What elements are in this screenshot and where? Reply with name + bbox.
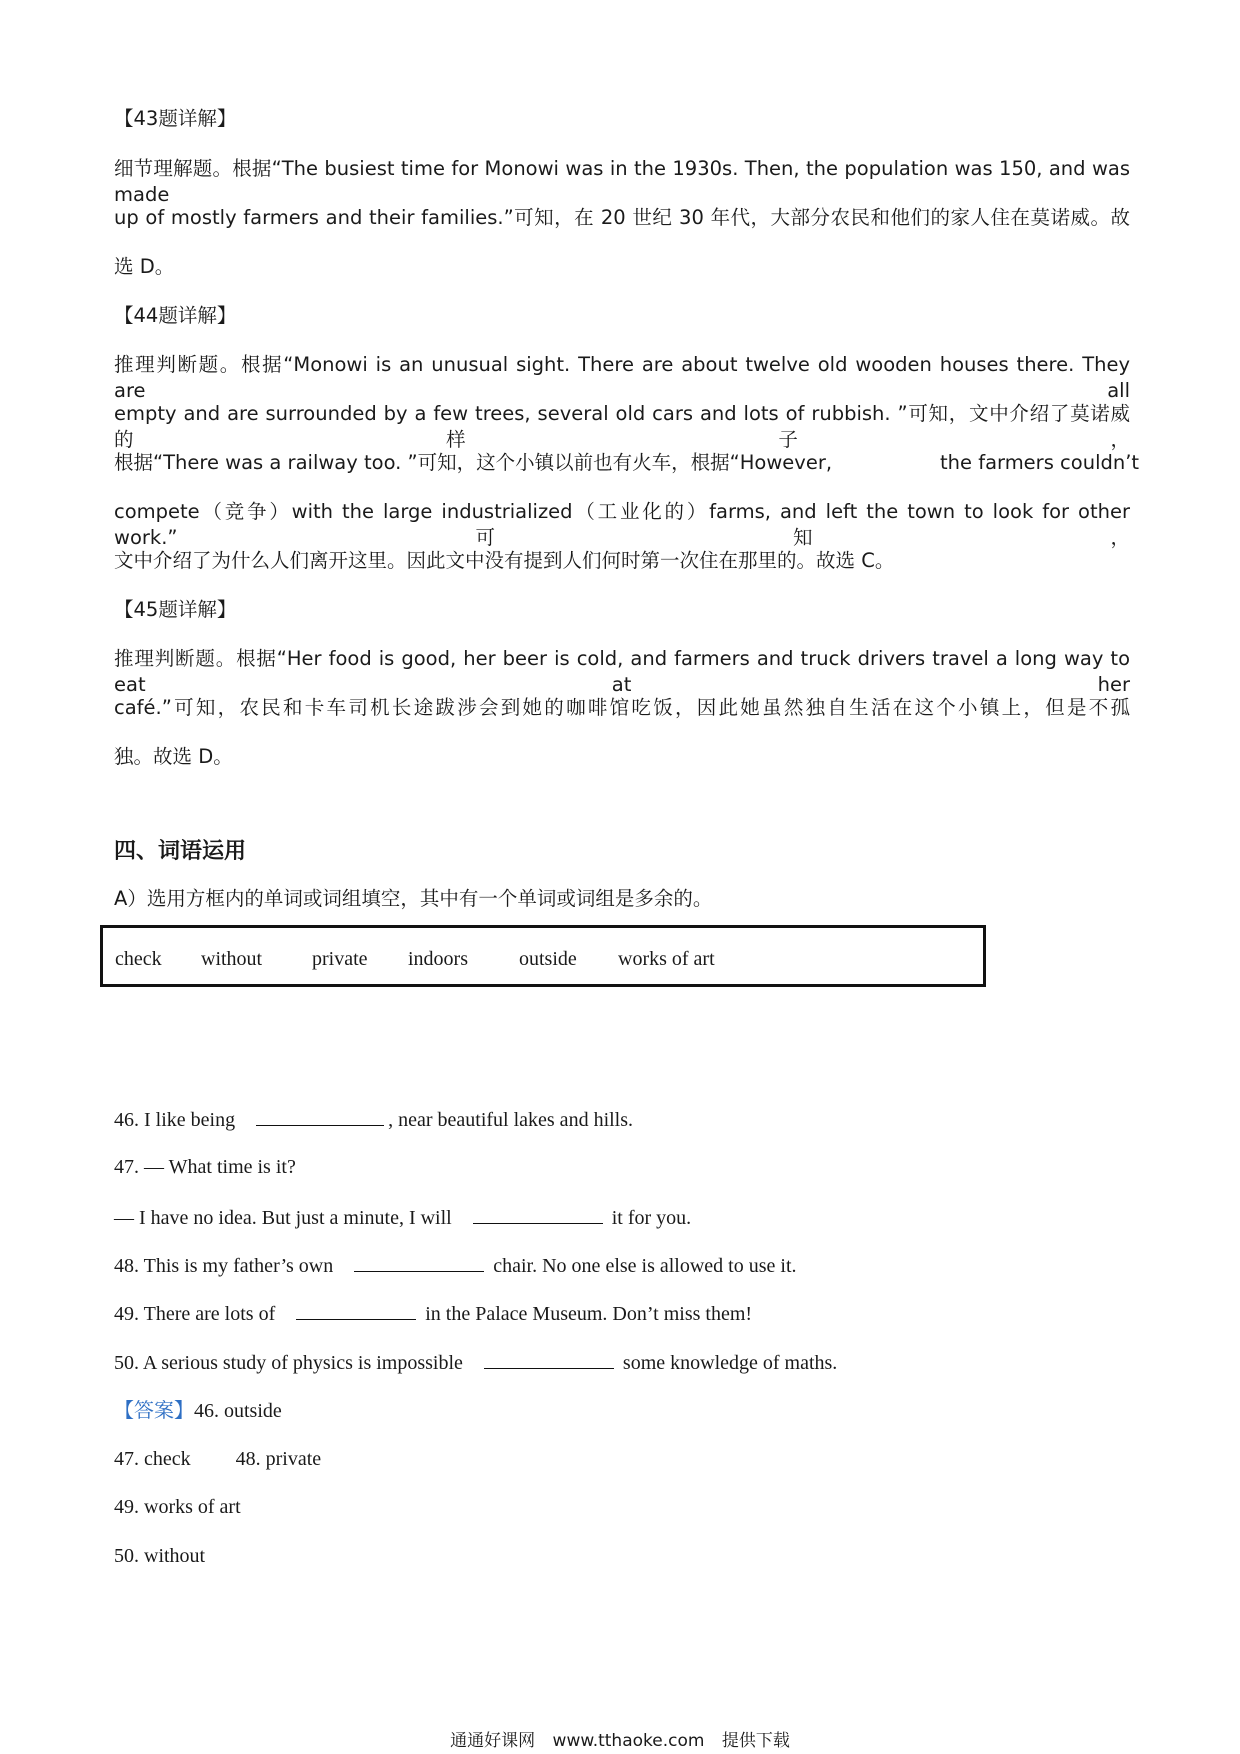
q43-line-3: 选 D。 [114, 255, 175, 278]
answer-line-2 [114, 1446, 321, 1472]
section-title: 四、词语运用 [114, 838, 247, 864]
q44-line-4: compete（竞争）with the large industrialized（工业化的）farms, and left the town to look for other work.”可知， [114, 500, 1130, 549]
question-47-reply [114, 1203, 691, 1231]
q44-line-2: empty and are surrounded by a few trees, several old cars and lots of rubbish. ”可知，文中介绍了莫诺威的样子， [114, 402, 1130, 451]
q45-line-2: café.”可知，农民和卡车司机长途跋涉会到她的咖啡馆吃饭，因此她虽然独自生活在这个小镇上，但是不孤 [114, 696, 1130, 719]
question-50-text-a: 50. A serious study of physics is impossible [114, 1352, 463, 1374]
question-46-text-b: , near beautiful lakes and hills. [388, 1109, 634, 1131]
word-box-item: outside [519, 948, 577, 970]
question-48 [114, 1251, 797, 1279]
page-footer [0, 1726, 1240, 1751]
q43-line-2: up of mostly farmers and their families.”可知，在 20 世纪 30 年代，大部分农民和他们的家人住在莫诺威。故 [114, 206, 1130, 229]
question-49-text-a: 49. There are lots of [114, 1303, 276, 1325]
footer-note: 提供下载 [721, 1731, 790, 1751]
answer-blank[interactable] [484, 1348, 614, 1369]
footer-url[interactable]: www.tthaoke.com [552, 1731, 705, 1751]
answer-48: 48. private [235, 1448, 322, 1470]
footer-site-name: 通通好课网 [450, 1731, 536, 1751]
question-47-reply-text-b: it for you. [611, 1207, 692, 1229]
q44-header: 【44题详解】 [114, 304, 237, 327]
answer-blank[interactable] [256, 1105, 384, 1126]
q45-line-1: 推理判断题。根据“Her food is good, her beer is cold, and farmers and truck drivers travel a long way to eat at her [114, 647, 1130, 696]
q43-header: 【43题详解】 [114, 107, 237, 130]
word-box-item: private [312, 948, 368, 970]
question-47-reply-text-a: — I have no idea. But just a minute, I will [114, 1207, 452, 1229]
answer-blank[interactable] [296, 1299, 416, 1320]
answer-blank[interactable] [354, 1251, 484, 1272]
answer-label: 【答案】 [114, 1398, 194, 1422]
section-instruction: A）选用方框内的单词或词组填空，其中有一个单词或词组是多余的。 [114, 887, 713, 910]
q44-line-3a: 根据“There was a railway too. ”可知，这个小镇以前也有火车，根据“However, [114, 451, 833, 474]
q44-line-5: 文中介绍了为什么人们离开这里。因此文中没有提到人们何时第一次住在那里的。故选 C。 [114, 549, 895, 572]
question-49-text-b: in the Palace Museum. Don’t miss them! [425, 1303, 753, 1325]
word-box-item: indoors [408, 948, 468, 970]
answer-blank[interactable] [473, 1203, 603, 1224]
q44-line-3b: the farmers couldn’t [940, 451, 1140, 474]
q43-line-1: 细节理解题。根据“The busiest time for Monowi was in the 1930s. Then, the population was 150, and was made [114, 157, 1130, 206]
q45-header: 【45题详解】 [114, 598, 237, 621]
word-box-item: works of art [618, 948, 715, 970]
answer-49: 49. works of art [114, 1496, 241, 1518]
answer-line-1 [114, 1397, 282, 1424]
word-box [100, 925, 986, 987]
q44-line-1: 推理判断题。根据“Monowi is an unusual sight. There are about twelve old wooden houses there. They are all [114, 353, 1130, 402]
answer-47: 47. check [114, 1448, 191, 1470]
question-46-text-a: 46. I like being [114, 1109, 236, 1131]
answer-46: 46. outside [194, 1400, 282, 1422]
question-48-text-a: 48. This is my father’s own [114, 1255, 334, 1277]
question-48-text-b: chair. No one else is allowed to use it. [493, 1255, 797, 1277]
q45-line-3: 独。故选 D。 [114, 745, 233, 768]
question-46 [114, 1105, 633, 1133]
question-50 [114, 1348, 837, 1376]
word-box-item: check [115, 948, 162, 970]
answer-50: 50. without [114, 1545, 206, 1567]
question-50-text-b: some knowledge of maths. [622, 1352, 838, 1374]
word-box-item: without [201, 948, 263, 970]
question-47: 47. — What time is it? [114, 1156, 296, 1178]
question-49 [114, 1299, 752, 1327]
